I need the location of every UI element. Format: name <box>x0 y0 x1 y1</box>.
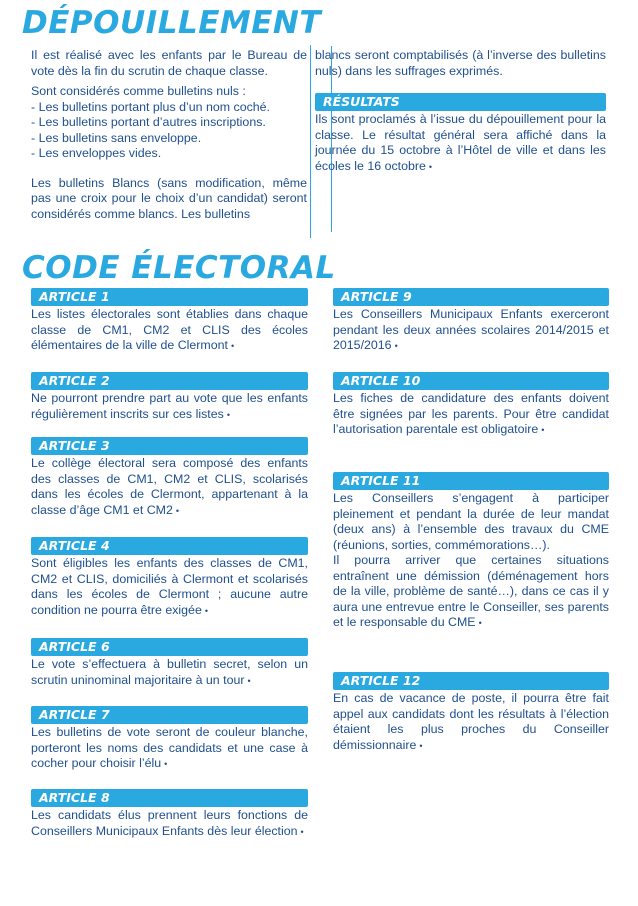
article-8 <box>31 789 308 840</box>
article-banner: ARTICLE 4 <box>31 537 308 555</box>
article-banner: ARTICLE 9 <box>333 288 609 306</box>
code-electoral-heading: CODE ÉLECTORAL <box>22 250 336 286</box>
article-banner: ARTICLE 10 <box>333 372 609 390</box>
depouillement-heading: DÉPOUILLEMENT <box>22 5 321 41</box>
article-text: Les Conseillers Municipaux Enfants exerceront pendant les deux années scolaires 2014/2015 et 2015/2016 • <box>333 307 609 352</box>
article-banner: ARTICLE 7 <box>31 706 308 724</box>
depouillement-left-column <box>31 48 307 222</box>
article-text: En cas de vacance de poste, il pourra être fait appel aux candidats dont les résultats à l’élection étaient les plus proches du Conseiller démissionnaire • <box>333 691 609 752</box>
resultats-text: Ils sont proclamés à l’issue du dépouillement pour la classe. Le résultat général sera affiché dans la journée du 15 octobre à l’Hôtel de ville et dans les écoles le 16 octobre • <box>315 112 606 173</box>
article-text: Les Conseillers s’engagent à participer pleinement et pendant la durée de leur mandat (deux ans) à l’ensemble des travaux du CME (réunions, sorties, commémorations…). <box>333 491 609 552</box>
article-banner: ARTICLE 12 <box>333 672 609 690</box>
depouillement-right-column <box>315 48 606 175</box>
article-banner: ARTICLE 6 <box>31 638 308 656</box>
article-text: Le collège électoral sera composé des enfants des classes de CM1, CM2 et CLIS, scolarisés dans les écoles de Clermont, appartenant à la classe d’âge CM1 et CM2 • <box>31 456 308 517</box>
blancs-paragraph-part1: Les bulletins Blancs (sans modification, même pas une croix pour le choix d’un candidat) seront considérés comme blancs. Les bulletins <box>31 175 307 221</box>
resultats-banner: RÉSULTATS <box>315 93 606 111</box>
article-1 <box>31 288 308 355</box>
article-text-continued: Il pourra arriver que certaines situations entraînent une démission (déménagement hors de la ville, problème de santé…), dans ce cas il y aura une entrevue entre le Conseiller, ses parents et le responsable du CME • <box>333 553 609 629</box>
article-text: Sont éligibles les enfants des classes de CM1, CM2 et CLIS, domiciliés à Clermont et scolarisés dans les écoles de Clermont ; aucune autre condition ne pourra être exigée • <box>31 556 308 617</box>
article-text: Les candidats élus prennent leurs fonctions de Conseillers Municipaux Enfants dès leur élection • <box>31 808 308 838</box>
nuls-item: - Les bulletins portant d’autres inscriptions. <box>31 115 266 129</box>
article-banner: ARTICLE 8 <box>31 789 308 807</box>
article-text: Les bulletins de vote seront de couleur blanche, porteront les noms des candidats et une case à cocher pour choisir l’élu • <box>31 725 308 770</box>
article-text: Le vote s’effectuera à bulletin secret, selon un scrutin uninominal majoritaire à un tour • <box>31 657 308 687</box>
article-7 <box>31 706 308 773</box>
nuls-intro: Sont considérés comme bulletins nuls : <box>31 84 246 98</box>
article-2 <box>31 372 308 423</box>
article-3 <box>31 437 308 519</box>
article-banner: ARTICLE 1 <box>31 288 308 306</box>
article-text: Les listes électorales sont établies dans chaque classe de CM1, CM2 et CLIS des écoles élémentaires de la ville de Clermont • <box>31 307 308 352</box>
article-text: Les fiches de candidature des enfants doivent être signées par les parents. Pour être candidat l’autorisation parentale est obligatoire • <box>333 391 609 436</box>
article-4 <box>31 537 308 619</box>
nuls-item: - Les enveloppes vides. <box>31 146 162 160</box>
article-10 <box>333 372 609 439</box>
article-9 <box>333 288 609 355</box>
blancs-paragraph-part2: blancs seront comptabilisés (à l’inverse des bulletins nuls) dans les suffrages exprimés. <box>315 48 606 78</box>
article-6 <box>31 638 308 689</box>
nuls-item: - Les bulletins sans enveloppe. <box>31 130 202 145</box>
article-12 <box>333 672 609 754</box>
article-11 <box>333 472 609 632</box>
depouillement-paragraph: Il est réalisé avec les enfants par le Bureau de vote dès la fin du scrutin de chaque classe. <box>31 48 307 78</box>
column-divider-left <box>310 45 311 238</box>
article-text: Ne pourront prendre part au vote que les enfants régulièrement inscrits sur ces listes • <box>31 391 308 421</box>
article-banner: ARTICLE 11 <box>333 472 609 490</box>
nuls-item: - Les bulletins portant plus d’un nom coché. <box>31 99 271 114</box>
article-banner: ARTICLE 2 <box>31 372 308 390</box>
article-banner: ARTICLE 3 <box>31 437 308 455</box>
